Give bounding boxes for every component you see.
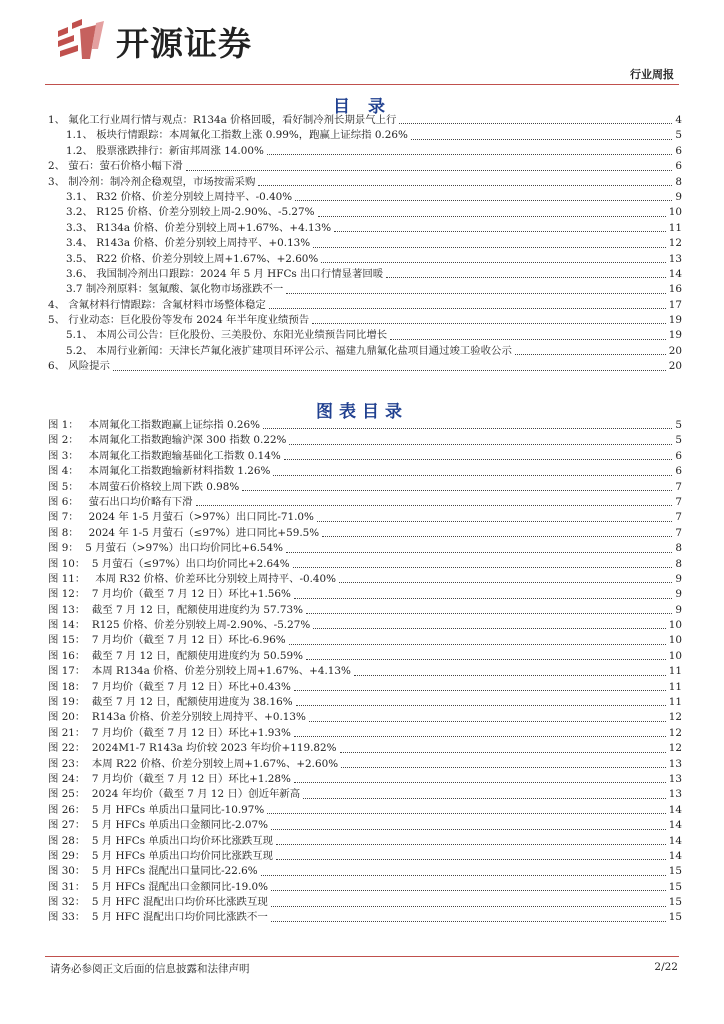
leader-dots [340, 752, 666, 753]
figure-entry-label: 图 32： 5 月 HFC 混配出口均价环比涨跌互现 [48, 896, 268, 909]
toc-entry-label: 1.1、 板块行情跟踪：本周氟化工指数上涨 0.99%，跑赢上证综指 0.26% [66, 129, 408, 142]
toc-entry-page: 8 [675, 175, 682, 188]
figure-entry-page: 6 [675, 449, 682, 462]
leader-dots [390, 339, 666, 340]
figure-entry-page: 9 [675, 603, 682, 616]
figure-entry[interactable] [48, 803, 682, 818]
figure-entry[interactable] [48, 680, 682, 695]
figure-entry-label: 图 26： 5 月 HFCs 单质出口量同比-10.97% [48, 803, 265, 816]
leader-dots [258, 185, 672, 186]
figure-entry-page: 15 [668, 880, 682, 893]
leader-dots [267, 813, 666, 814]
leader-dots [267, 154, 673, 155]
leader-dots [294, 598, 672, 599]
toc-entry-page: 9 [675, 190, 682, 203]
toc-entry-page: 14 [668, 267, 682, 280]
figure-entry-label: 图 25： 2024 年均价（截至 7 月 12 日）创近年新高 [48, 788, 301, 801]
figure-entry-label: 图 28： 5 月 HFCs 单质出口均价环比涨跌互现 [48, 834, 274, 847]
leader-dots [313, 628, 666, 629]
toc-entry[interactable] [48, 113, 682, 128]
toc-entry-page: 19 [668, 329, 682, 342]
figure-entry[interactable] [48, 587, 682, 602]
leader-dots [294, 690, 666, 691]
figure-entry[interactable] [48, 633, 682, 648]
figure-entry-page: 12 [668, 726, 682, 739]
toc-entry-label: 3.5、 R22 价格、价差分别较上周+1.67%、+2.60% [66, 252, 319, 265]
figure-entry-label: 图 22： 2024M1-7 R143a 均价较 2023 年均价+119.82% [48, 742, 337, 755]
figure-entry-label: 图 29： 5 月 HFCs 单质出口均价同比涨跌互现 [48, 849, 274, 862]
figure-entry[interactable] [48, 726, 682, 741]
toc-entry[interactable] [48, 359, 682, 374]
footer-divider [45, 956, 679, 957]
toc-entry[interactable] [48, 313, 682, 328]
report-type: 行业周报 [630, 68, 674, 81]
leader-dots [318, 216, 666, 217]
toc-entry-page: 11 [668, 221, 682, 234]
leader-dots [113, 370, 666, 371]
toc-entry-label: 2、 萤石：萤石价格小幅下滑 [48, 160, 183, 173]
toc-entry[interactable] [48, 282, 682, 297]
toc-entry-page: 17 [668, 298, 682, 311]
toc-entry-label: 3.3、 R134a 价格、价差分别较上周+1.67%、+4.13% [66, 221, 332, 234]
toc-entry-label: 5、 行业动态：巨化股份等发布 2024 年半年度业绩预告 [48, 314, 310, 327]
figure-entry[interactable] [48, 741, 682, 756]
figure-entry-page: 11 [668, 696, 682, 709]
figures-list [48, 418, 682, 926]
toc-title: 目 录 [333, 97, 391, 117]
figure-entry-page: 12 [668, 742, 682, 755]
leader-dots [294, 782, 666, 783]
leader-dots [289, 644, 666, 645]
figure-entry-label: 图 4： 本周氟化工指数跑输新材料指数 1.26% [48, 465, 271, 478]
figure-entry-label: 图 14： R125 价格、价差分别较上周-2.90%、-5.27% [48, 619, 311, 632]
figure-entry-label: 图 7： 2024 年 1-5 月萤石（>97%）出口同比-71.0% [48, 511, 314, 524]
figure-entry[interactable] [48, 895, 682, 910]
figure-entry[interactable] [48, 618, 682, 633]
toc-entry[interactable] [48, 175, 682, 190]
figure-entry-label: 图 1： 本周氟化工指数跑赢上证综指 0.26% [48, 418, 260, 431]
figure-entry-page: 13 [668, 757, 682, 770]
toc-entry-page: 20 [668, 344, 682, 357]
figure-entry-label: 图 24： 7 月均价（截至 7 月 12 日）环比+1.28% [48, 772, 291, 785]
toc-entry-label: 3.1、 R32 价格、价差分别较上周持平、-0.40% [66, 190, 293, 203]
figure-entry-label: 图 9： 5 月萤石（>97%）出口均价同比+6.54% [48, 542, 284, 555]
leader-dots [321, 262, 665, 263]
figure-entry[interactable] [48, 864, 682, 879]
leader-dots [322, 536, 672, 537]
figure-entry-label: 图 23： 本周 R22 价格、价差分别较上周+1.67%、+2.60% [48, 757, 339, 770]
toc-entry-label: 3、 制冷剂：制冷剂企稳观望，市场按需采购 [48, 175, 256, 188]
figure-entry-label: 图 12： 7 月均价（截至 7 月 12 日）环比+1.56% [48, 588, 291, 601]
leader-dots [284, 459, 673, 460]
leader-dots [269, 308, 666, 309]
toc-entry-page: 6 [675, 144, 682, 157]
figure-entry-page: 12 [668, 711, 682, 724]
figure-entry-page: 6 [675, 465, 682, 478]
figure-entry-label: 图 11： 本周 R32 价格、价差环比分别较上周持平、-0.40% [48, 572, 337, 585]
figure-entry[interactable] [48, 572, 682, 587]
figure-entry-page: 5 [675, 418, 682, 431]
toc-entry-label: 1、 氟化工行业周行情与观点：R134a 价格回暖，看好制冷剂长期景气上行 [48, 113, 397, 126]
leader-dots [354, 675, 666, 676]
toc-entry[interactable] [48, 252, 682, 267]
leader-dots [303, 798, 666, 799]
figure-entry[interactable] [48, 526, 682, 541]
figure-entry[interactable] [48, 757, 682, 772]
figure-entry[interactable] [48, 603, 682, 618]
toc-entry-label: 3.4、 R143a 价格、价差分别较上周持平、+0.13% [66, 237, 311, 250]
figure-entry-page: 11 [668, 680, 682, 693]
figure-entry-page: 7 [675, 511, 682, 524]
leader-dots [186, 170, 673, 171]
leader-dots [313, 247, 666, 248]
figure-entry[interactable] [48, 911, 682, 926]
leader-dots [271, 890, 666, 891]
figure-entry-label: 图 17： 本周 R134a 价格、价差分别较上周+1.67%、+4.13% [48, 665, 351, 678]
figure-entry-page: 15 [668, 911, 682, 924]
toc-entry-page: 13 [668, 252, 682, 265]
figure-entry[interactable] [48, 418, 682, 433]
toc-entry-label: 3.6、 我国制冷剂出口跟踪：2024 年 5 月 HFCs 出口行情显著回暖 [66, 267, 384, 280]
figure-entry-page: 10 [668, 619, 682, 632]
toc-entry-label: 1.2、 股票涨跌排行：新宙邦周涨 14.00% [66, 144, 264, 157]
leader-dots [386, 277, 666, 278]
figure-entry[interactable] [48, 834, 682, 849]
leader-dots [411, 139, 673, 140]
figure-entry-page: 15 [668, 896, 682, 909]
figure-entry-page: 9 [675, 588, 682, 601]
toc-entry[interactable] [48, 267, 682, 282]
disclaimer-note: 请务必参阅正文后面的信息披露和法律声明 [50, 963, 250, 975]
figure-entry-page: 10 [668, 649, 682, 662]
figure-entry-label: 图 21： 7 月均价（截至 7 月 12 日）环比+1.93% [48, 726, 291, 739]
figure-entry[interactable] [48, 557, 682, 572]
figure-entry[interactable] [48, 464, 682, 479]
leader-dots [296, 705, 666, 706]
figure-entry-label: 图 6： 萤石出口均价略有下滑 [48, 495, 193, 508]
figure-entry-page: 7 [675, 480, 682, 493]
toc-entry-label: 5.1、 本周公司公告：巨化股份、三美股份、东阳光业绩预告同比增长 [66, 329, 388, 342]
leader-dots [294, 736, 666, 737]
toc-entry-label: 3.2、 R125 价格、价差分别较上周-2.90%、-5.27% [66, 206, 315, 219]
page-number: 2/22 [654, 961, 678, 973]
figure-entry-label: 图 10： 5 月萤石（≤97%）出口均价同比+2.64% [48, 557, 290, 570]
figure-entry-label: 图 5： 本周萤石价格较上周下跌 0.98% [48, 480, 240, 493]
figure-entry-page: 14 [668, 849, 682, 862]
figure-entry[interactable] [48, 510, 682, 525]
figure-entry[interactable] [48, 695, 682, 710]
figure-entry-label: 图 16： 截至 7 月 12 日，配额使用进度约为 50.59% [48, 649, 303, 662]
leader-dots [263, 428, 672, 429]
leader-dots [341, 767, 666, 768]
figure-entry-page: 15 [668, 865, 682, 878]
figure-entry[interactable] [48, 787, 682, 802]
toc-entry-label: 6、 风险提示 [48, 360, 110, 373]
figure-entry-label: 图 8： 2024 年 1-5 月萤石（≤97%）进口同比+59.5% [48, 526, 320, 539]
toc-entry[interactable] [48, 205, 682, 220]
toc-entry-label: 5.2、 本周行业新闻：天津长芦氟化液扩建项目环评公示、福建九鼎氟化盐项目通过竣工验收公示 [66, 344, 512, 357]
toc-entry[interactable] [48, 298, 682, 313]
toc-entry-page: 5 [675, 129, 682, 142]
figure-entry-page: 8 [675, 557, 682, 570]
toc-entry[interactable] [48, 328, 682, 343]
toc-entry[interactable] [48, 159, 682, 174]
figure-entry-page: 5 [675, 434, 682, 447]
toc-entry[interactable] [48, 221, 682, 236]
leader-dots [399, 123, 672, 124]
brand-logo-icon [52, 19, 112, 65]
figure-entry[interactable] [48, 433, 682, 448]
figure-entry-page: 14 [668, 819, 682, 832]
leader-dots [271, 829, 666, 830]
brand-logo [52, 18, 252, 65]
toc-entry[interactable] [48, 144, 682, 159]
figure-entry-page: 7 [675, 526, 682, 539]
figure-entry[interactable] [48, 772, 682, 787]
leader-dots [196, 505, 673, 506]
figure-entry-label: 图 33： 5 月 HFC 混配出口均价同比涨跌不一 [48, 911, 268, 924]
figure-entry-label: 图 30： 5 月 HFCs 混配出口量同比-22.6% [48, 865, 258, 878]
figure-entry[interactable] [48, 880, 682, 895]
leader-dots [276, 844, 666, 845]
leader-dots [317, 521, 672, 522]
figure-entry-page: 10 [668, 634, 682, 647]
figure-entry-page: 13 [668, 788, 682, 801]
figure-entry[interactable] [48, 710, 682, 725]
figure-entry-page: 9 [675, 572, 682, 585]
brand-name: 开源证券 [116, 24, 252, 63]
figure-entry-label: 图 2： 本周氟化工指数跑输沪深 300 指数 0.22% [48, 434, 287, 447]
toc-list [48, 113, 682, 375]
figure-entry[interactable] [48, 849, 682, 864]
figure-entry-label: 图 19： 截至 7 月 12 日，配额使用进度为 38.16% [48, 696, 293, 709]
leader-dots [295, 200, 672, 201]
page-header [0, 0, 724, 90]
figure-entry[interactable] [48, 449, 682, 464]
figure-entry-label: 图 13： 截至 7 月 12 日，配额使用进度约为 57.73% [48, 603, 303, 616]
leader-dots [276, 859, 666, 860]
toc-entry-page: 6 [675, 160, 682, 173]
toc-entry-label: 4、 含氟材料行情跟踪：含氟材料市场整体稳定 [48, 298, 266, 311]
leader-dots [242, 490, 672, 491]
leader-dots [289, 444, 672, 445]
figure-entry-label: 图 20： R143a 价格、价差分别较上周持平、+0.13% [48, 711, 306, 724]
toc-entry[interactable] [48, 236, 682, 251]
toc-entry[interactable] [48, 128, 682, 143]
leader-dots [306, 659, 666, 660]
toc-entry-page: 16 [668, 283, 682, 296]
leader-dots [286, 293, 666, 294]
leader-dots [515, 354, 666, 355]
figure-entry[interactable] [48, 541, 682, 556]
figure-entry-label: 图 27： 5 月 HFCs 单质出口金额同比-2.07% [48, 819, 269, 832]
figure-entry-page: 13 [668, 772, 682, 785]
figure-entry-page: 11 [668, 665, 682, 678]
figure-entry[interactable] [48, 818, 682, 833]
figure-entry-page: 8 [675, 542, 682, 555]
figure-entry-page: 14 [668, 803, 682, 816]
leader-dots [306, 613, 672, 614]
leader-dots [286, 552, 672, 553]
leader-dots [261, 875, 666, 876]
leader-dots [339, 582, 672, 583]
figures-title: 图表目录 [316, 402, 408, 422]
figure-entry-label: 图 15： 7 月均价（截至 7 月 12 日）环比-6.96% [48, 634, 286, 647]
figure-entry-label: 图 31： 5 月 HFCs 混配出口金额同比-19.0% [48, 880, 269, 893]
leader-dots [334, 231, 666, 232]
toc-entry-page: 10 [668, 206, 682, 219]
toc-entry[interactable] [48, 190, 682, 205]
toc-entry-label: 3.7 制冷剂原料：氢氟酸、氯化物市场涨跌不一 [66, 283, 284, 296]
leader-dots [273, 475, 672, 476]
toc-entry-page: 19 [668, 314, 682, 327]
toc-entry-page: 4 [675, 113, 682, 126]
figure-entry[interactable] [48, 664, 682, 679]
figure-entry-label: 图 3： 本周氟化工指数跑输基础化工指数 0.14% [48, 449, 281, 462]
toc-entry-page: 12 [668, 237, 682, 250]
toc-entry[interactable] [48, 344, 682, 359]
figure-entry-label: 图 18： 7 月均价（截至 7 月 12 日）环比+0.43% [48, 680, 291, 693]
figure-entry[interactable] [48, 480, 682, 495]
toc-entry-page: 20 [668, 360, 682, 373]
figure-entry[interactable] [48, 495, 682, 510]
header-divider [45, 84, 679, 85]
leader-dots [271, 921, 666, 922]
leader-dots [271, 906, 666, 907]
figure-entry-page: 14 [668, 834, 682, 847]
leader-dots [309, 721, 666, 722]
leader-dots [293, 567, 673, 568]
leader-dots [312, 323, 666, 324]
figure-entry-page: 7 [675, 495, 682, 508]
figure-entry[interactable] [48, 649, 682, 664]
